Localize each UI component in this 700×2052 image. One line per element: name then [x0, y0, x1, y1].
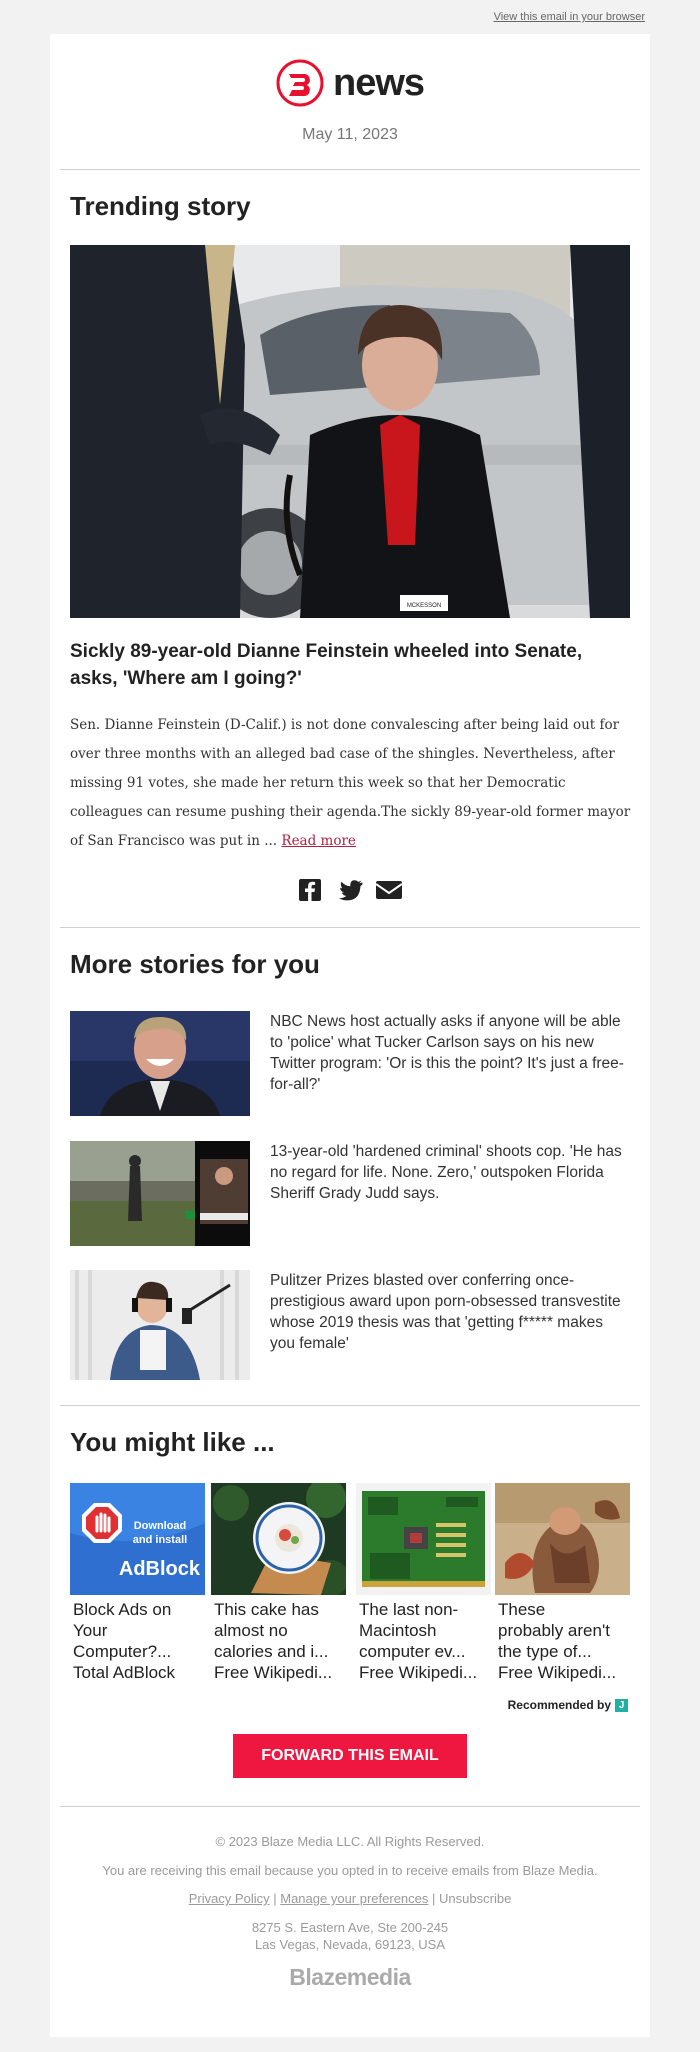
- recommended-item[interactable]: [356, 1483, 491, 1683]
- recommended-by[interactable]: [508, 1698, 628, 1712]
- forward-email-button[interactable]: FORWARD THIS EMAIL: [233, 1734, 467, 1778]
- title-line: Macintosh: [359, 1621, 437, 1640]
- title-line: Block Ads on: [73, 1600, 172, 1619]
- title-line: computer ev...: [359, 1642, 466, 1661]
- blaze-media-logo[interactable]: Blazemedia: [289, 1964, 411, 1990]
- issue-date: May 11, 2023: [302, 126, 398, 143]
- recommender-logo-icon: J: [615, 1699, 628, 1712]
- copyright: © 2023 Blaze Media LLC. All Rights Reserved.: [215, 1834, 485, 1849]
- recommended-title: [73, 1599, 205, 1683]
- twitter-share-button[interactable]: [337, 878, 363, 902]
- logo-word: news: [333, 61, 425, 104]
- title-line: calories and i...: [214, 1642, 329, 1661]
- separator: |: [432, 1891, 436, 1906]
- ad-line-2: and install: [132, 1534, 188, 1546]
- story-item[interactable]: [70, 1270, 630, 1380]
- divider: [60, 1806, 640, 1807]
- blaze-logo-icon: [275, 58, 325, 108]
- recommended-source: Free Wikipedi...: [359, 1663, 478, 1682]
- footer-links: [50, 1891, 650, 1906]
- twitter-icon: [337, 878, 363, 902]
- title-line: almost no: [214, 1621, 288, 1640]
- address-line-2: Las Vegas, Nevada, 69123, USA: [254, 1937, 446, 1952]
- recommended-item[interactable]: [211, 1483, 346, 1683]
- privacy-policy-link[interactable]: Privacy Policy: [188, 1891, 270, 1906]
- trending-image[interactable]: [70, 245, 630, 618]
- trending-headline[interactable]: Sickly 89-year-old Dianne Feinstein wheeled into Senate, asks, 'Where am I going?': [70, 641, 583, 689]
- view-in-browser-link[interactable]: View this email in your browser: [493, 11, 645, 23]
- story-thumbnail: [70, 1141, 250, 1246]
- wheelchair-tag: MCKESSON: [406, 603, 442, 609]
- trending-heading: Trending story: [70, 191, 251, 221]
- email-share-button[interactable]: [376, 878, 402, 902]
- read-more-link[interactable]: Read more: [281, 833, 356, 849]
- story-headline: NBC News host actually asks if anyone will be able to 'police' what Tucker Carlson says on his new Twitter program: 'Or is this the point? It's just a free-for-all?': [270, 1013, 624, 1093]
- story-thumbnail: [70, 1270, 250, 1380]
- recommended-item[interactable]: [70, 1483, 205, 1683]
- email-card: [50, 34, 650, 2037]
- trending-summary: [70, 711, 635, 856]
- divider: [60, 927, 640, 928]
- story-item[interactable]: [70, 1141, 630, 1251]
- title-line: The last non-: [359, 1600, 459, 1619]
- recommended-title: [214, 1599, 346, 1683]
- recommended-image: [495, 1483, 630, 1595]
- recommended-source: Total AdBlock: [73, 1663, 176, 1682]
- ad-brand: AdBlock: [118, 1558, 200, 1580]
- title-line: Your: [73, 1621, 108, 1640]
- title-line: probably aren't: [498, 1621, 610, 1640]
- more-stories-heading: More stories for you: [70, 949, 320, 979]
- separator: |: [273, 1891, 277, 1906]
- title-line: These: [498, 1600, 546, 1619]
- blaze-news-logo[interactable]: [275, 56, 424, 110]
- facebook-icon: [298, 878, 322, 902]
- top-bar: [0, 0, 700, 34]
- you-might-like-heading: You might like ...: [70, 1427, 275, 1457]
- unsubscribe-link[interactable]: Unsubscribe: [439, 1891, 512, 1906]
- facebook-share-button[interactable]: [298, 878, 324, 902]
- recommended-image: [70, 1483, 205, 1595]
- story-headline: Pulitzer Prizes blasted over conferring once-prestigious award upon porn-obsessed transvestite whose 2019 thesis was that 'getting f***** makes you female': [270, 1272, 621, 1352]
- recommended-source: Free Wikipedi...: [214, 1663, 333, 1682]
- divider: [60, 1405, 640, 1406]
- title-line: the type of...: [498, 1642, 592, 1661]
- ad-line-1: Download: [133, 1520, 187, 1532]
- trending-photo: [70, 245, 630, 618]
- recommended-title: [359, 1599, 491, 1683]
- recommended-by-label: Recommended by: [507, 1698, 611, 1712]
- recommended-source: Free Wikipedi...: [498, 1663, 617, 1682]
- recommended-image: [356, 1483, 491, 1595]
- recommended-title: [498, 1599, 630, 1683]
- summary-text: Sen. Dianne Feinstein (D-Calif.) is not done convalescing after being laid out for over three months with an alleged bad case of the shingles. Nevertheless, after missing 91 votes, she made her return this week so that her Democratic colleagues can resume pushing their agenda.The sickly 89-year-old former mayor of San Francisco was put in ...: [70, 717, 631, 849]
- story-headline: 13-year-old 'hardened criminal' shoots cop. 'He has no regard for life. None. Zero,' outspoken Florida Sheriff Grady Judd says.: [270, 1143, 622, 1202]
- optin-notice: You are receiving this email because you opted in to receive emails from Blaze Media.: [102, 1863, 598, 1878]
- recommended-item[interactable]: [495, 1483, 630, 1683]
- story-item[interactable]: [70, 1011, 630, 1121]
- address-line-1: 8275 S. Eastern Ave, Ste 200-245: [251, 1920, 449, 1935]
- divider: [60, 169, 640, 170]
- title-line: This cake has: [214, 1600, 319, 1619]
- story-thumbnail: [70, 1011, 250, 1116]
- manage-preferences-link[interactable]: Manage your preferences: [280, 1891, 429, 1906]
- recommended-image: [211, 1483, 346, 1595]
- share-row: [50, 878, 650, 902]
- envelope-icon: [376, 878, 402, 902]
- title-line: Computer?...: [73, 1642, 172, 1661]
